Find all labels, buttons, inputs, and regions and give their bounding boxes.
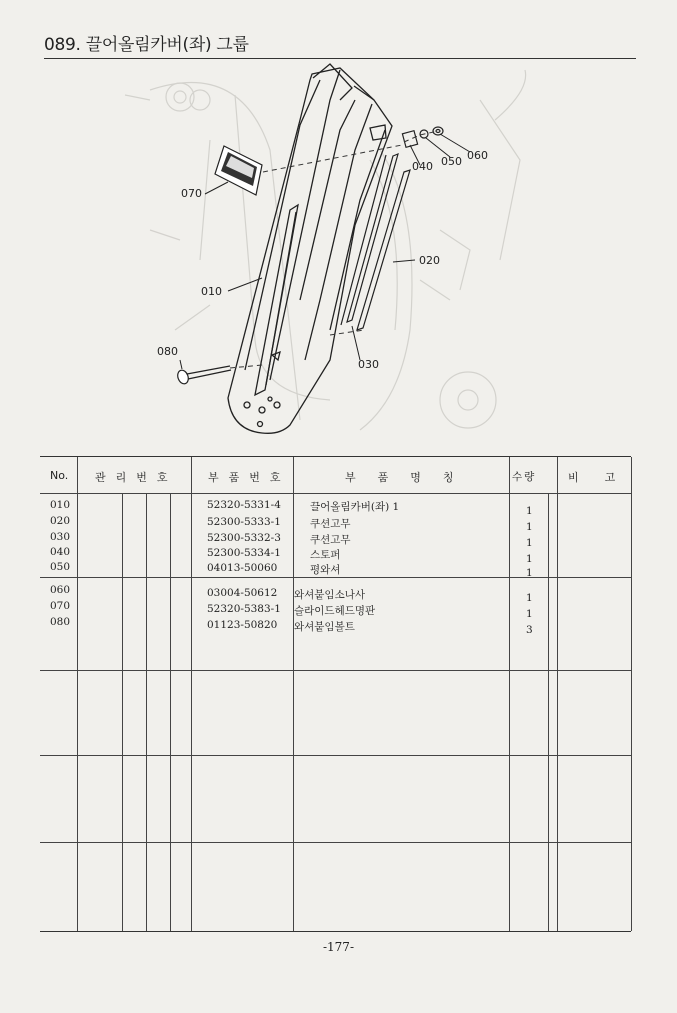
page-title: 089. 끌어올림카버(좌) 그룹 — [44, 35, 249, 55]
row-060-part-name: 와셔붙임소나사 — [294, 589, 366, 601]
header-part-name: 부품명칭 — [345, 471, 476, 484]
row-030-no: 030 — [50, 531, 71, 543]
diagram-svg — [0, 0, 677, 450]
header-part-number: 부품번호 — [208, 471, 291, 484]
row-group-divider — [40, 842, 631, 843]
callout-060: 060 — [467, 149, 488, 162]
row-080-qty: 3 — [526, 624, 533, 636]
header-management-number: 관리번호 — [95, 471, 178, 484]
page-number: -177- — [322, 940, 354, 954]
row-020-part-name: 쿠션고무 — [310, 518, 351, 530]
column-divider — [191, 457, 192, 931]
row-050-part-name: 평와셔 — [310, 564, 341, 576]
callout-030: 030 — [358, 358, 379, 371]
column-divider — [548, 493, 549, 931]
row-080-part-name: 와셔붙임볼트 — [294, 621, 355, 633]
row-050-qty: 1 — [526, 567, 533, 579]
row-010-no: 010 — [50, 499, 71, 511]
callout-070: 070 — [181, 187, 202, 200]
row-050-part-number: 04013-50060 — [207, 562, 278, 574]
row-030-part-name: 쿠션고무 — [310, 534, 351, 546]
column-divider — [557, 457, 558, 931]
row-030-part-number: 52300-5332-3 — [207, 532, 281, 544]
row-070-qty: 1 — [526, 608, 533, 620]
row-040-part-number: 52300-5334-1 — [207, 547, 281, 559]
washer-bolt — [176, 366, 231, 385]
column-divider — [293, 457, 294, 931]
row-030-qty: 1 — [526, 537, 533, 549]
row-060-qty: 1 — [526, 592, 533, 604]
column-divider — [146, 493, 147, 931]
row-010-part-number: 52320-5331-4 — [207, 499, 281, 511]
callout-080: 080 — [157, 345, 178, 358]
header-divider — [40, 493, 631, 494]
row-020-qty: 1 — [526, 521, 533, 533]
row-group-divider — [40, 577, 631, 578]
column-divider — [509, 457, 510, 931]
row-010-part-name: 끌어올림카버(좌) 1 — [310, 501, 400, 513]
row-060-no: 060 — [50, 584, 71, 596]
header-quantity: 수량 — [512, 471, 537, 483]
table-right-border — [631, 457, 632, 931]
row-040-part-name: 스토퍼 — [310, 549, 341, 561]
header-no: No. — [50, 469, 69, 482]
row-040-no: 040 — [50, 546, 71, 558]
callout-040: 040 — [412, 160, 433, 173]
row-070-no: 070 — [50, 600, 71, 612]
column-divider — [77, 457, 78, 931]
row-080-no: 080 — [50, 616, 71, 628]
slide-head-nameplate — [215, 146, 262, 195]
row-group-divider — [40, 670, 631, 671]
exploded-parts-diagram — [0, 0, 677, 450]
row-060-part-number: 03004-50612 — [207, 587, 278, 599]
row-010-qty: 1 — [526, 505, 533, 517]
parts-table — [40, 456, 642, 932]
row-050-no: 050 — [50, 561, 71, 573]
callout-050: 050 — [441, 155, 462, 168]
column-divider — [170, 493, 171, 931]
callout-010: 010 — [201, 285, 222, 298]
row-070-part-number: 52320-5383-1 — [207, 603, 281, 615]
row-020-no: 020 — [50, 515, 71, 527]
callout-020: 020 — [419, 254, 440, 267]
stopper-hardware — [402, 127, 443, 147]
header-remark: 비고 — [568, 471, 642, 484]
row-040-qty: 1 — [526, 553, 533, 565]
row-070-part-name: 슬라이드헤드명판 — [294, 605, 376, 617]
row-080-part-number: 01123-50820 — [207, 619, 278, 631]
column-divider — [122, 493, 123, 931]
row-group-divider — [40, 755, 631, 756]
row-020-part-number: 52300-5333-1 — [207, 516, 281, 528]
